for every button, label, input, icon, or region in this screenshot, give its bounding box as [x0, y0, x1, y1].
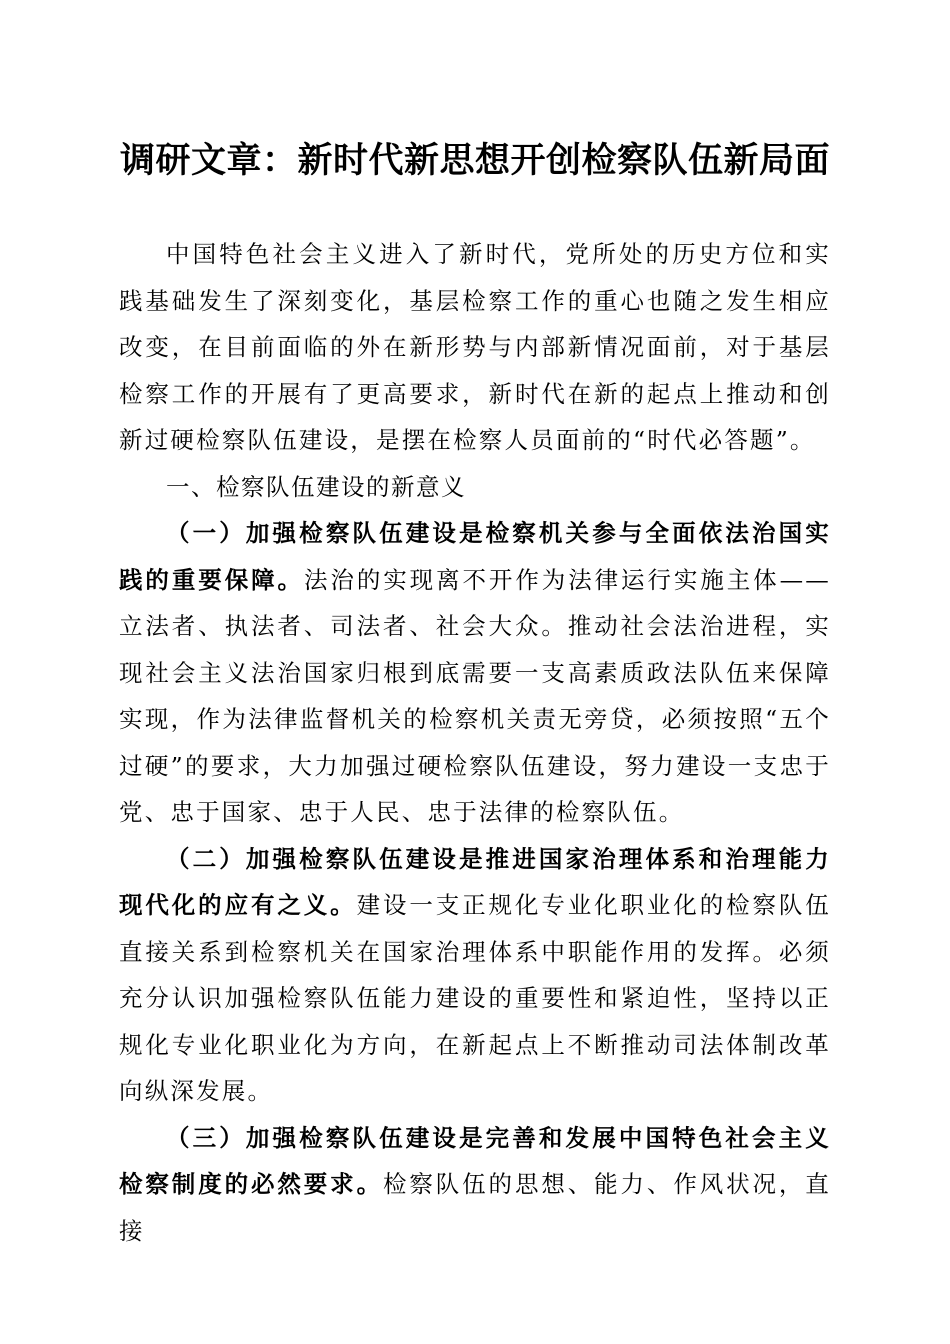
paragraph-text: 法治的实现离不开作为法律运行实施主体——立法者、执法者、司法者、社会大众。推动社会法治进程，实现社会主义法治国家归根到底需要一支高素质政法队伍来保障实现，作为法律监督机关的检察机关责无旁贷，必须按照“五个过硬”的要求，大力加强过硬检察队伍建设，努力建设一支忠于党、忠于国家、忠于人民、忠于法律的检察队伍。 — [119, 565, 831, 826]
paragraph-lead: （三）加强检察队伍建设是完善和发展中国特色社会主义检察制度的必然要求。 — [119, 1123, 831, 1198]
paragraph-item-3 — [119, 1115, 831, 1255]
paragraph-item-1 — [119, 510, 831, 836]
paragraph-lead: （一）加强检察队伍建设是检察机关参与全面依法治国实践的重要保障。 — [119, 519, 831, 594]
paragraph-lead: （二）加强检察队伍建设是推进国家治理体系和治理能力现代化的应有之义。 — [119, 844, 831, 919]
intro-paragraph: 中国特色社会主义进入了新时代，党所处的历史方位和实践基础发生了深刻变化，基层检察工作的重心也随之发生相应改变，在目前面临的外在新形势与内部新情况面前，对于基层检察工作的开展有了更高要求，新时代在新的起点上推动和创新过硬检察队伍建设，是摆在检察人员面前的“时代必答题”。 — [119, 240, 831, 454]
paragraph-text: 检察队伍的思想、能力、作风状况，直接 — [119, 1170, 832, 1245]
paragraph-text: 建设一支正规化专业化职业化的检察队伍直接关系到检察机关在国家治理体系中职能作用的发挥。必须充分认识加强检察队伍能力建设的重要性和紧迫性，坚持以正规化专业化职业化为方向，在新起点上不断推动司法体制改革向纵深发展。 — [119, 891, 831, 1105]
document-body — [119, 231, 831, 1254]
paragraph-item-2 — [119, 836, 831, 1115]
document-title: 调研文章：新时代新思想开创检察队伍新局面 — [119, 140, 830, 181]
section-heading: 一、检察队伍建设的新意义 — [166, 472, 466, 501]
